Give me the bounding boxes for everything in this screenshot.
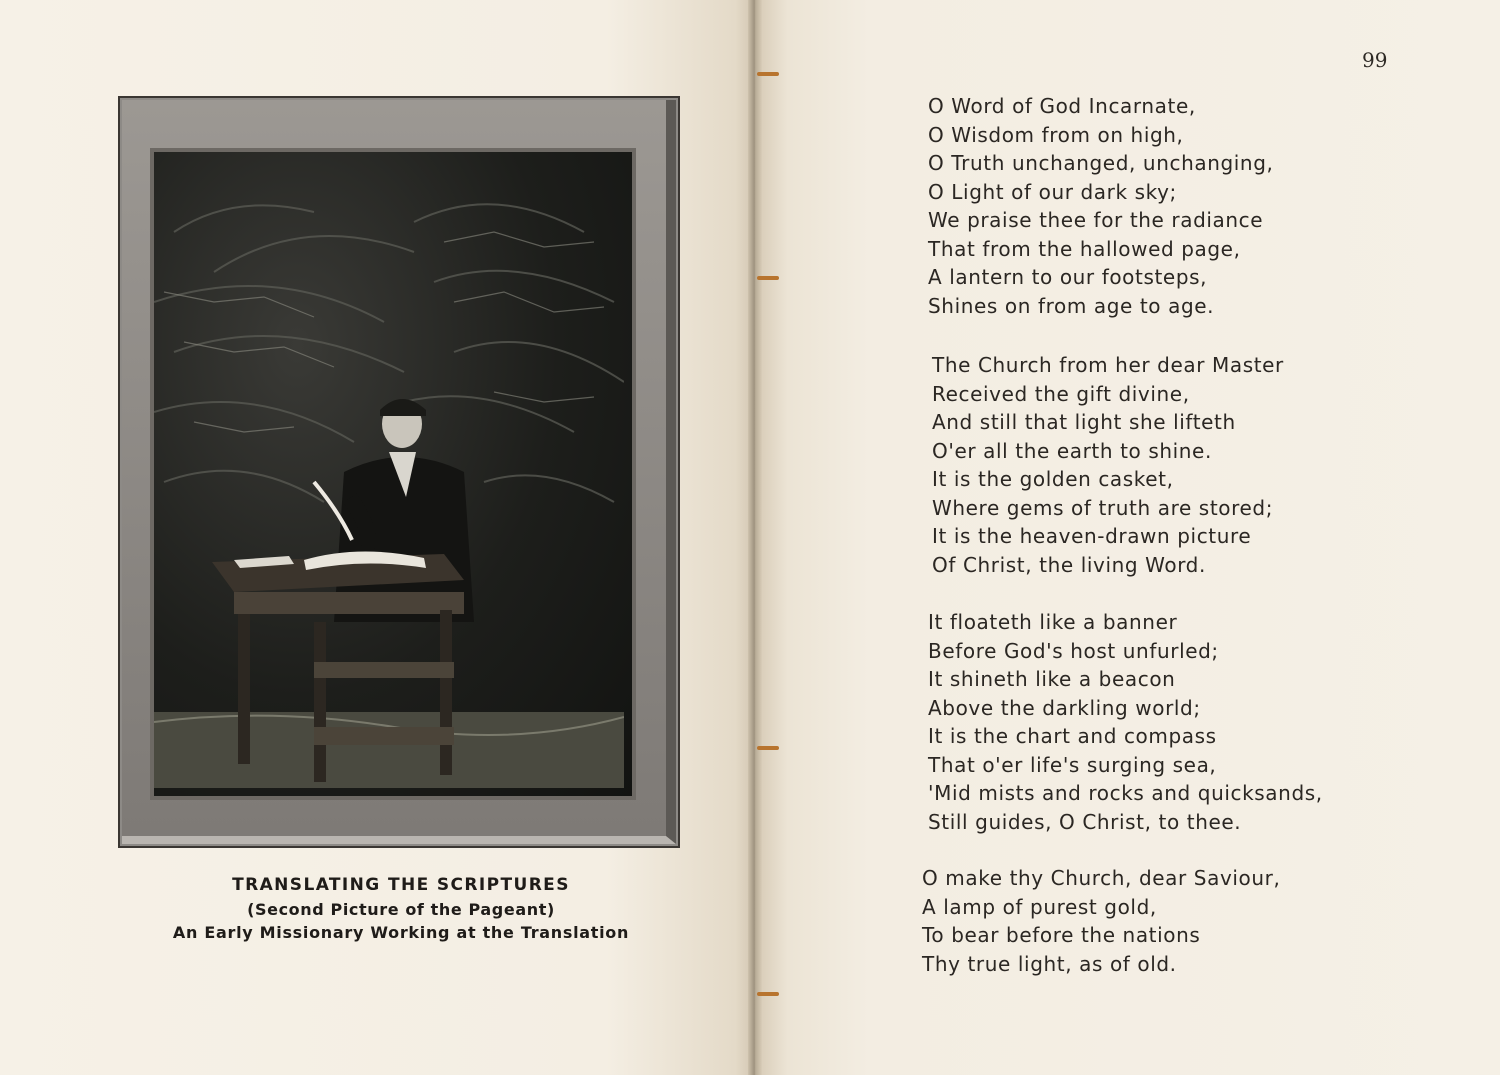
verse-line: It shineth like a beacon [928,667,1176,691]
verse-line: We praise thee for the radiance [928,208,1264,232]
verse-line: Shines on from age to age. [928,293,1215,318]
binding-stitch [757,72,779,76]
verse-line: Where gems of truth are stored; [932,495,1274,520]
photograph-frame [118,96,680,848]
verse-line: O'er all the earth to shine. [932,438,1212,463]
hymn-stanza-4 [922,864,1362,978]
verse-line: The Church from her dear Master [932,353,1284,377]
verse-line: Received the gift divine, [932,381,1190,406]
binding-stitch [757,276,779,280]
photograph-scene [154,152,624,788]
grass [154,712,624,788]
verse-line: O Wisdom from on high, [928,122,1184,147]
verse-line: Thy true light, as of old. [922,951,1177,976]
verse-line: That o'er life's surging sea, [928,752,1217,777]
verse-line: And still that light she lifteth [932,410,1236,434]
verse-line: O Light of our dark sky; [928,179,1177,204]
verse-line: That from the hallowed page, [928,236,1241,261]
page-number: 99 [1362,48,1388,72]
hymn-stanza-1 [928,92,1368,320]
verse-line: A lantern to our footsteps, [928,265,1208,289]
tree-foliage [154,204,624,502]
binding-stitch [757,992,779,996]
verse-line: Still guides, O Christ, to thee. [928,809,1242,834]
verse-line: To bear before the nations [922,923,1201,947]
caption-title: TRANSLATING THE SCRIPTURES [232,875,570,895]
verse-line: It is the chart and compass [928,724,1217,748]
verse-line: It is the golden casket, [932,467,1174,491]
hymn-stanza-2 [932,351,1372,579]
verse-line: O Word of God Incarnate, [928,94,1196,118]
verse-line: 'Mid mists and rocks and quicksands, [928,781,1323,805]
verse-line: O Truth unchanged, unchanging, [928,151,1274,175]
verse-line: Before God's host unfurled; [928,638,1219,663]
verse-line: A lamp of purest gold, [922,894,1157,919]
caption-description: An Early Missionary Working at the Translation [172,923,630,942]
photograph-missionary-translating [150,148,636,800]
binding-stitch [757,746,779,750]
verse-line: O make thy Church, dear Saviour, [922,866,1281,890]
verse-line: It floateth like a banner [928,610,1178,634]
verse-line: Above the darkling world; [928,695,1201,720]
caption-subtitle: (Second Picture of the Pageant) [247,900,555,919]
verse-line: It is the heaven-drawn picture [932,524,1252,548]
book-gutter [748,0,762,1075]
verse-line: Of Christ, the living Word. [932,552,1206,577]
hymn-stanza-3 [928,608,1368,836]
